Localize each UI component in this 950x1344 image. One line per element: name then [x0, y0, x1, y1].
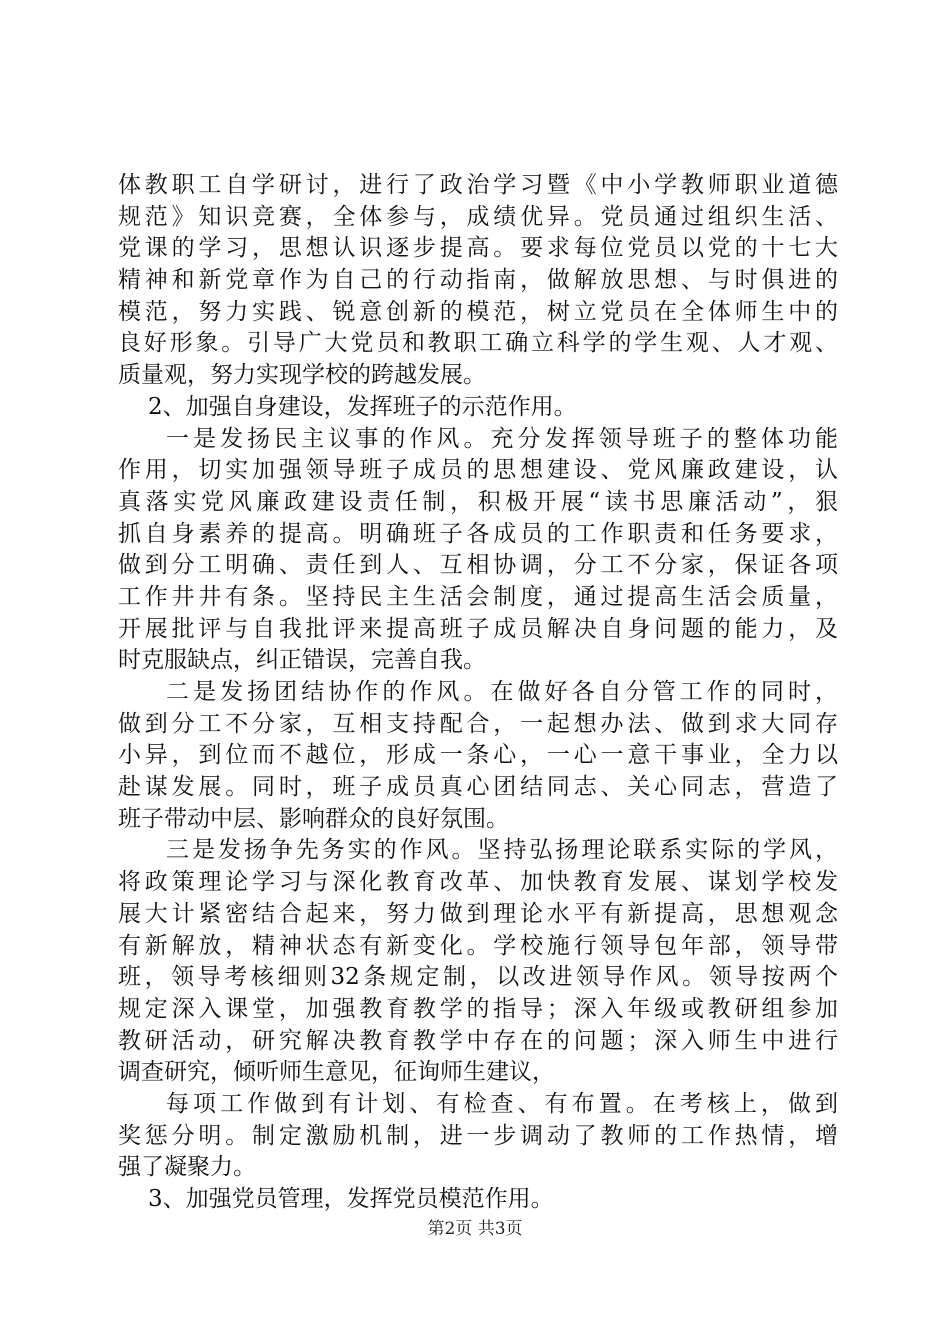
- text-line: 党课的学习，思想认识逐步提高。要求每位党员以党的十七大: [118, 235, 838, 262]
- text-line: 教研活动，研究解决教育教学中存在的问题；深入师生中进行: [118, 1027, 838, 1054]
- text-line: 良好形象。引导广大党员和教职工确立科学的学生观、人才观、: [118, 330, 838, 357]
- text-line: 开展批评与自我批评来提高班子成员解决自身问题的能力，及: [118, 615, 838, 642]
- document-body: [118, 170, 838, 1216]
- text-line: 做到分工明确、责任到人、互相协调，分工不分家，保证各项: [118, 552, 838, 579]
- page-number-footer: 第2页 共3页: [427, 1219, 523, 1239]
- paragraph-start-line: 一是发扬民主议事的作风。充分发挥领导班子的整体功能: [166, 425, 838, 452]
- text-line: 有新解放，精神状态有新变化。学校施行领导包年部，领导带: [118, 932, 838, 959]
- text-line: 体教职工自学研讨，进行了政治学习暨《中小学教师职业道德: [118, 172, 838, 198]
- text-line: 时克服缺点，纠正错误，完善自我。: [118, 647, 486, 674]
- text-line: 做到分工不分家，互相支持配合，一起想办法、做到求大同存: [118, 710, 838, 737]
- paragraph-start-line: 每项工作做到有计划、有检查、有布置。在考核上，做到: [166, 1090, 838, 1117]
- text-line: 作用，切实加强领导班子成员的思想建设、党风廉政建设，认: [118, 457, 838, 484]
- text-line: 精神和新党章作为自己的行动指南，做解放思想、与时俱进的: [118, 267, 838, 294]
- text-line: 规定深入课堂，加强教育教学的指导；深入年级或教研组参加: [118, 995, 838, 1022]
- section-heading: 2、加强自身建设，发挥班子的示范作用。: [148, 393, 577, 420]
- text-line: 质量观，努力实现学校的跨越发展。: [118, 362, 486, 389]
- text-line: 规范》知识竞赛，全体参与，成绩优异。党员通过组织生活、: [118, 203, 838, 230]
- paragraph-start-line: 三是发扬争先务实的作风。坚持弘扬理论联系实际的学风，: [166, 837, 838, 864]
- text-line: 强了凝聚力。: [118, 1154, 256, 1181]
- text-line: 班子带动中层、影响群众的良好氛围。: [118, 805, 509, 832]
- text-line: 班，领导考核细则32条规定制，以改进领导作风。领导按两个: [118, 964, 838, 991]
- section-heading: 3、加强党员管理，发挥党员模范作用。: [148, 1186, 554, 1212]
- text-line: 展大计紧密结合起来，努力做到理论水平有新提高，思想观念: [118, 900, 838, 927]
- paragraph-start-line: 二是发扬团结协作的作风。在做好各自分管工作的同时，: [166, 679, 838, 705]
- text-line: 工作井井有条。坚持民主生活会制度，通过提高生活会质量，: [118, 583, 838, 610]
- text-line: 调查研究，倾听师生意见，征询师生建议，: [118, 1059, 555, 1086]
- text-line: 奖惩分明。制定激励机制，进一步调动了教师的工作热情，增: [118, 1122, 838, 1149]
- text-line: 小异，到位而不越位，形成一条心，一心一意干事业，全力以: [118, 742, 838, 769]
- text-line: 将政策理论学习与深化教育改革、加快教育发展、谋划学校发: [118, 869, 838, 896]
- text-line: 真落实党风廉政建设责任制，积极开展“读书思廉活动”，狠: [118, 488, 838, 515]
- text-line: 模范，努力实践、锐意创新的模范，树立党员在全体师生中的: [118, 298, 838, 325]
- text-line: 赴谋发展。同时，班子成员真心团结同志、关心同志，营造了: [118, 774, 838, 801]
- text-line: 抓自身素养的提高。明确班子各成员的工作职责和任务要求，: [118, 520, 838, 547]
